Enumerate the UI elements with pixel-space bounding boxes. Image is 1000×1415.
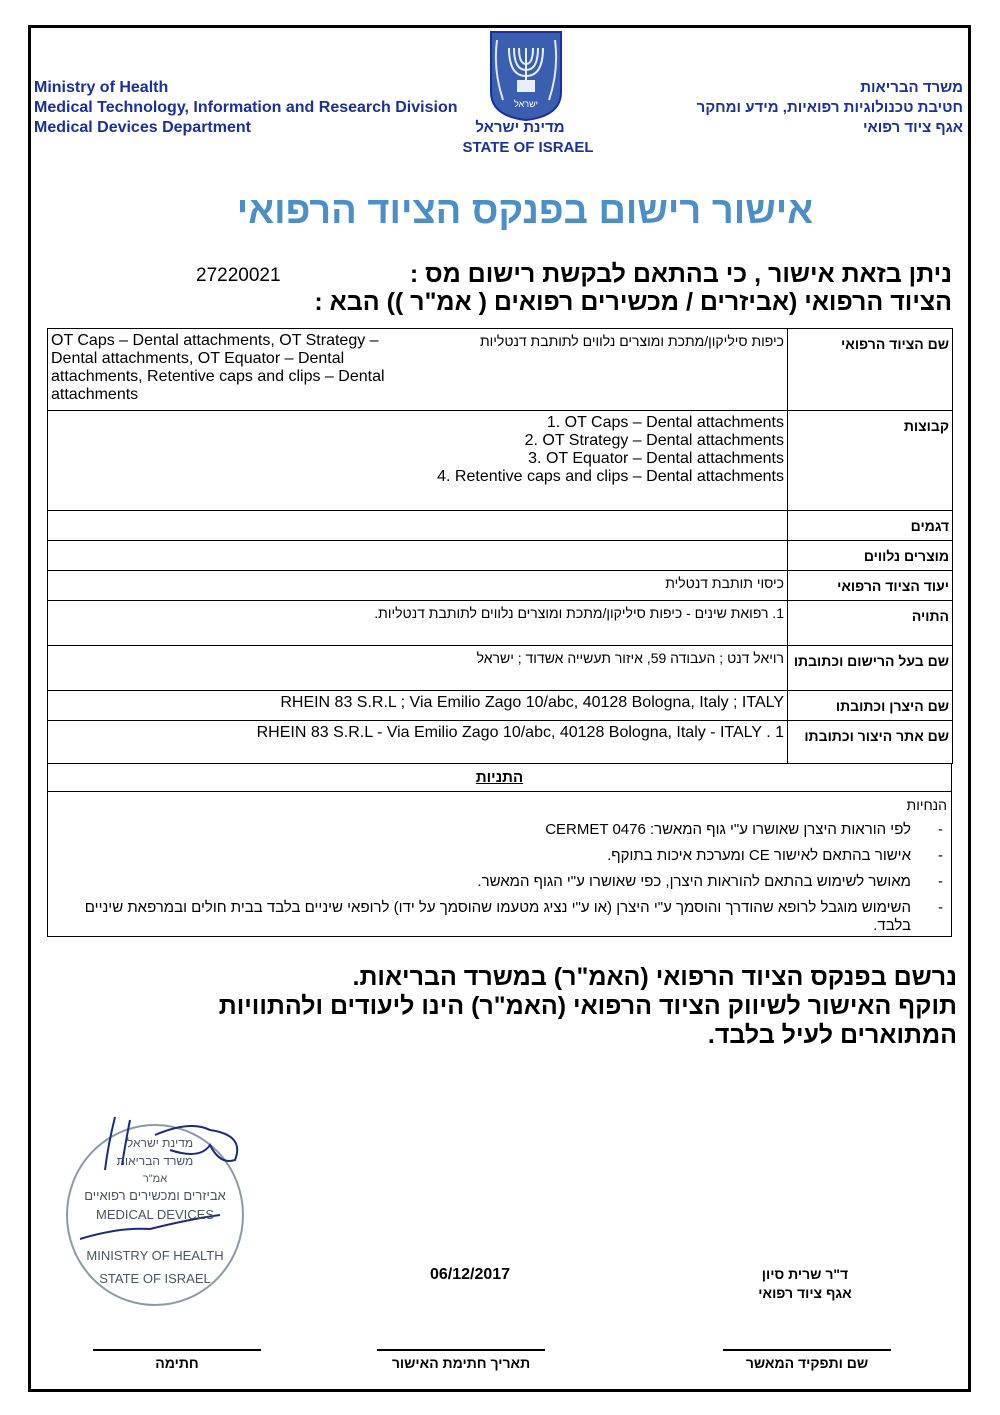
- condition-item: - השימוש מוגבל לרופא שהודרך והוסמך ע"י היצרן (או ע"י נציג מטעמו שהוסמך על ידו) לרופאי שיניים בלבד בבית חולים ובמרפאת שיניים בלבד.: [78, 899, 911, 935]
- row-label: מוצרים נלווים: [788, 541, 953, 571]
- svg-text:אביזרים ומכשירים רפואיים: אביזרים ומכשירים רפואיים: [84, 1188, 226, 1203]
- row-label: התויה: [788, 601, 953, 646]
- signature-line: [93, 1349, 261, 1351]
- row-label: שם אתר היצור וכתובתו: [788, 721, 953, 764]
- table-row: [48, 511, 953, 541]
- table-row: [48, 721, 953, 764]
- condition-item: - אישור בהתאם לאישור CE ומערכת איכות בתוקף.: [78, 847, 911, 865]
- table-row: [48, 541, 953, 571]
- group-item: 1. OT Caps – Dental attachments: [546, 414, 784, 431]
- ministry-stamp-icon: [60, 1115, 250, 1310]
- table-row: [48, 329, 953, 411]
- emblem-text: ישראל: [514, 99, 538, 109]
- device-name-english: OT Caps – Dental attachments, OT Strategy – Dental attachments, OT Equator – Dental attachments, Retentive caps and clips – Dental attachments: [51, 332, 385, 403]
- manufacturer-cell: RHEIN 83 S.R.L ; Via Emilio Zago 10/abc, 40128 Bologna, Italy ; ITALY: [48, 691, 788, 721]
- menorah-emblem-icon: [489, 30, 563, 122]
- table-row: [48, 691, 953, 721]
- group-item: 3. OT Equator – Dental attachments: [528, 450, 784, 467]
- registration-number: 27220021: [196, 265, 281, 286]
- approval-date: 06/12/2017: [429, 1266, 511, 1283]
- device-name-hebrew: כיפות סיליקון/מתכת ומוצרים נלווים לתותבת דנטליות: [479, 333, 784, 349]
- manufacturing-site-cell: RHEIN 83 S.R.L - Via Emilio Zago 10/abc, 40128 Bologna, Italy - ITALY . 1: [48, 721, 788, 764]
- registration-statement: נרשם בפנקס הציוד הרפואי (האמ"ר) במשרד הבריאות.: [352, 963, 957, 991]
- device-details-table: [47, 328, 953, 764]
- header-hebrew: [697, 78, 963, 138]
- state-english: STATE OF ISRAEL: [462, 139, 594, 156]
- header-en-line: Medical Technology, Information and Research Division: [34, 99, 458, 116]
- registrant-cell: רויאל דנט ; העבודה 59, איזור תעשייה אשדוד ; ישראל: [48, 646, 788, 691]
- state-hebrew: מדינת ישראל: [475, 119, 565, 136]
- indication-cell: 1. רפואת שינים - כיפות סיליקון/מתכת ומוצרים נלווים לתותבת דנטליות.: [48, 601, 788, 646]
- validity-statement: תוקף האישור לשיווק הציוד הרפואי (האמ"ר) הינו ליעודים ולהתוויות המתוארים לעיל בלבד.: [218, 992, 957, 1049]
- groups-cell: [48, 411, 788, 511]
- row-label: קבוצות: [788, 411, 953, 511]
- date-line: [377, 1349, 545, 1351]
- intro-line-1: ניתן בזאת אישור , כי בהתאם לבקשת רישום מס :: [409, 260, 952, 288]
- group-item: 2. OT Strategy – Dental attachments: [524, 432, 784, 449]
- signature-label: חתימה: [155, 1355, 199, 1371]
- table-row: [48, 571, 953, 601]
- header-he-line: חטיבת טכנולוגיות רפואיות, מידע ומחקר: [696, 99, 963, 116]
- header-he-line: משרד הבריאות: [860, 79, 963, 96]
- signer-info: [720, 1265, 890, 1303]
- svg-text:MINISTRY OF HEALTH: MINISTRY OF HEALTH: [86, 1248, 224, 1263]
- name-line: [723, 1349, 891, 1351]
- name-label: שם ותפקיד המאשר: [745, 1355, 869, 1371]
- row-label: שם בעל הרישום וכתובתו: [788, 646, 953, 691]
- svg-text:STATE OF ISRAEL: STATE OF ISRAEL: [99, 1271, 211, 1286]
- condition-item: - מאושר לשימוש בהתאם להוראות היצרן, כפי שאושרו ע"י הגוף המאשר.: [78, 873, 911, 891]
- svg-text:משרד הבריאות: משרד הבריאות: [116, 1154, 194, 1168]
- document-title: אישור רישום בפנקס הציוד הרפואי: [236, 190, 814, 232]
- accessories-cell: [48, 541, 788, 571]
- header-english: [34, 78, 457, 138]
- svg-text:אמ"ר: אמ"ר: [142, 1173, 168, 1185]
- svg-text:מדינת ישראל: מדינת ישראל: [126, 1136, 194, 1150]
- table-row: [48, 646, 953, 691]
- conditions-box: [47, 763, 952, 937]
- date-label: תאריך חתימת האישור: [391, 1355, 531, 1371]
- intended-use-cell: כיסוי תותבת דנטלית: [48, 571, 788, 601]
- group-item: 4. Retentive caps and clips – Dental attachments: [437, 468, 784, 485]
- header-he-line: אגף ציוד רפואי: [862, 119, 963, 136]
- table-row: [48, 601, 953, 646]
- row-label: שם היצרן וכתובתו: [788, 691, 953, 721]
- conditions-subheading: הנחיות: [906, 797, 947, 813]
- models-cell: [48, 511, 788, 541]
- row-label: דגמים: [788, 511, 953, 541]
- intro-line-2: הציוד הרפואי (אביזרים / מכשירים רפואים ( אמ"ר )) הבא :: [314, 288, 952, 316]
- row-label: שם הציוד הרפואי: [788, 329, 953, 411]
- signer-name: ד"ר שרית סיון: [761, 1266, 849, 1282]
- row-label: יעוד הציוד הרפואי: [788, 571, 953, 601]
- header-en-line: Medical Devices Department: [34, 119, 251, 136]
- conditions-heading: התניות: [48, 764, 951, 792]
- signer-department: אגף ציוד רפואי: [758, 1285, 852, 1301]
- device-name-cell: [48, 329, 788, 411]
- svg-text:MEDICAL DEVICES: MEDICAL DEVICES: [96, 1207, 214, 1222]
- condition-item: - לפי הוראות היצרן שאושרו ע"י גוף המאשר: CERMET 0476: [78, 821, 911, 839]
- header-en-line: Ministry of Health: [34, 79, 169, 96]
- conditions-list: [48, 821, 951, 935]
- table-row: [48, 411, 953, 511]
